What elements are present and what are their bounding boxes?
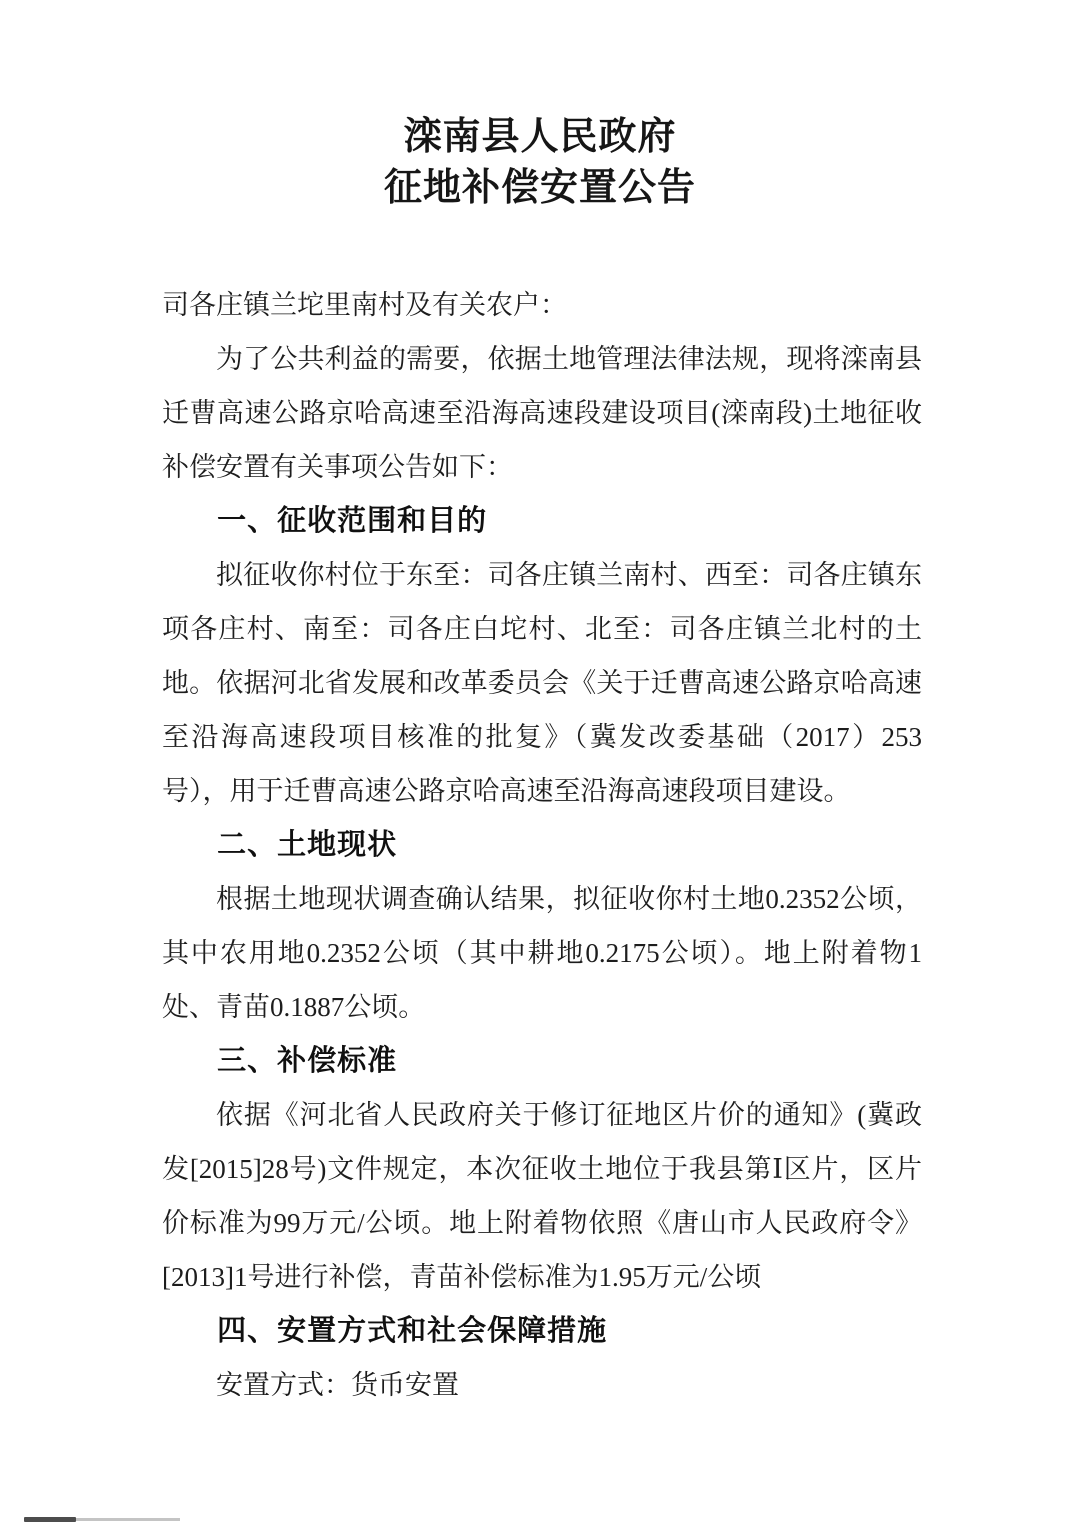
scan-edge-artifact-light [76, 1518, 180, 1521]
document-title [0, 112, 1080, 214]
section-paragraph-compensation-standard: 依据《河北省人民政府关于修订征地区片价的通知》(冀政发[2015]28号)文件规定，本次征收土地位于我县第Ⅰ区片，区片价标准为99万元/公顷。地上附着物依照《唐山市人民政府令》[2013]1号进行补偿，青苗补偿标准为1.95万元/公顷 [162, 1100, 922, 1292]
section-paragraph-resettlement: 安置方式：货币安置 [216, 1370, 459, 1400]
section-heading-scope: 一、征收范围和目的 [217, 505, 488, 537]
intro-paragraph: 为了公共利益的需要，依据土地管理法律法规，现将滦南县迁曹高速公路京哈高速至沿海高速段建设项目(滦南段)土地征收补偿安置有关事项公告如下： [162, 344, 922, 482]
salutation-line: 司各庄镇兰坨里南村及有关农户： [162, 290, 567, 320]
scan-edge-artifact-dark [24, 1517, 76, 1522]
section-paragraph-land-status: 根据土地现状调查确认结果，拟征收你村土地0.2352公顷，其中农用地0.2352公顷（其中耕地0.2175公顷）。地上附着物1处、青苗0.1887公顷。 [162, 884, 922, 1022]
section-heading-compensation-standard: 三、补偿标准 [217, 1045, 398, 1077]
section-paragraph-scope: 拟征收你村位于东至：司各庄镇兰南村、西至：司各庄镇东项各庄村、南至：司各庄白坨村、北至：司各庄镇兰北村的土地。依据河北省发展和改革委员会《关于迁曹高速公路京哈高速至沿海高速段项目核准的批复》（冀发改委基础（2017）253号），用于迁曹高速公路京哈高速至沿海高速段项目建设。 [162, 560, 922, 806]
title-line-government: 滦南县人民政府 [403, 116, 677, 158]
title-line-announcement: 征地补偿安置公告 [383, 167, 696, 209]
document-body [162, 278, 922, 1412]
section-heading-land-status: 二、土地现状 [217, 829, 398, 861]
section-heading-resettlement: 四、安置方式和社会保障措施 [217, 1315, 608, 1347]
